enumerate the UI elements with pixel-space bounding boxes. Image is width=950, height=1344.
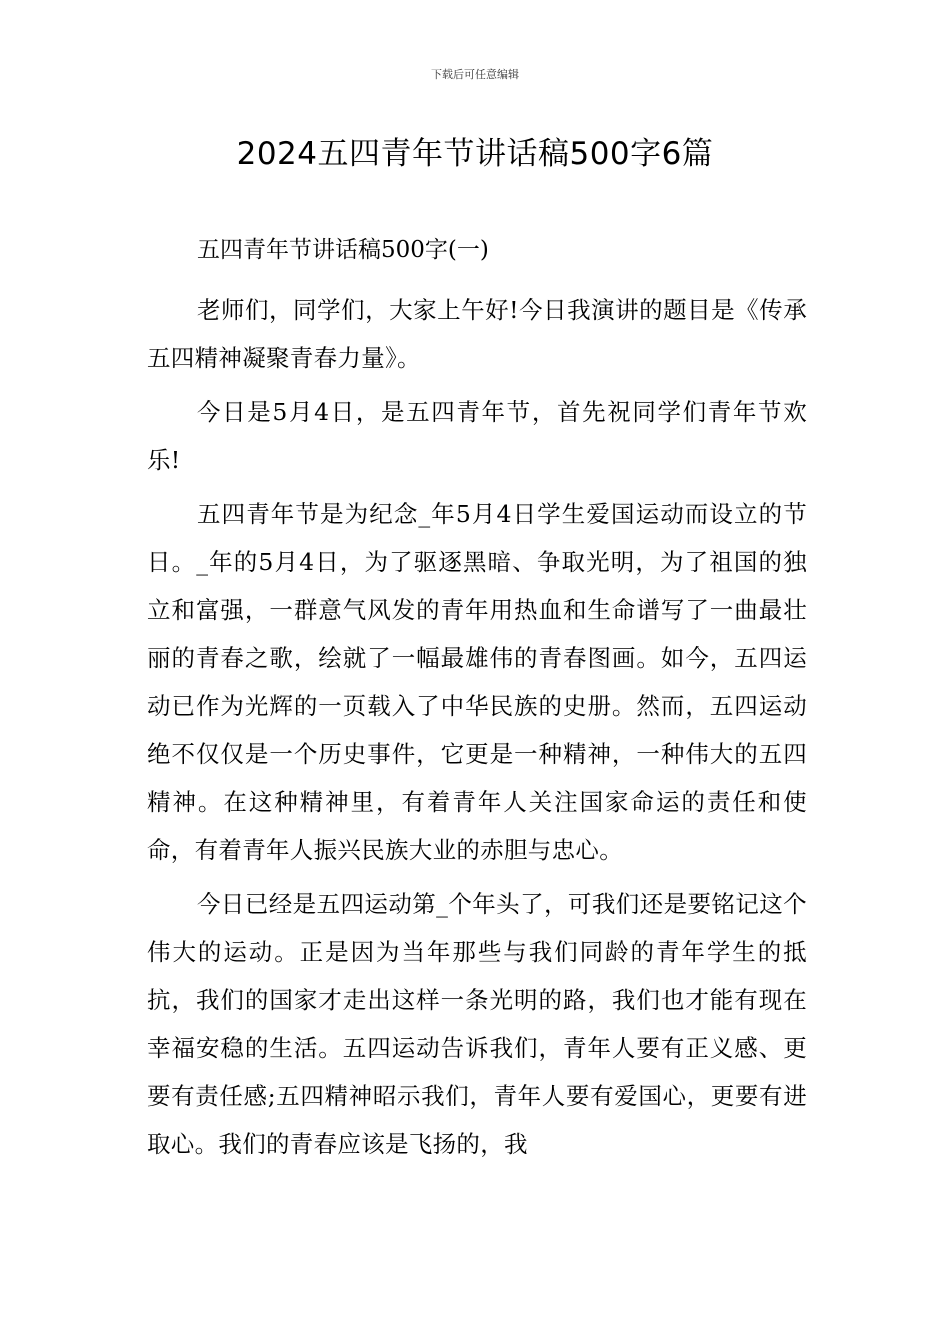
section-subtitle: 五四青年节讲话稿500字(一) [197, 237, 489, 263]
document-body [147, 226, 807, 1168]
paragraph: 五四青年节是为纪念_年5月4日学生爱国运动而设立的节日。_年的5月4日，为了驱逐黑暗、争取光明，为了祖国的独立和富强，一群意气风发的青年用热血和生命谱写了一曲最壮丽的青春之歌，绘就了一幅最雄伟的青春图画。如今，五四运动已作为光辉的一页载入了中华民族的史册。然而，五四运动绝不仅仅是一个历史事件，它更是一种精神，一种伟大的五四精神。在这种精神里，有着青年人关注国家命运的责任和使命，有着青年人振兴民族大业的赤胆与忠心。 [147, 500, 807, 864]
document-title: 2024五四青年节讲话稿500字6篇 [236, 136, 714, 172]
paragraph: 今日已经是五四运动第_个年头了，可我们还是要铭记这个伟大的运动。正是因为当年那些与我们同龄的青年学生的抵抗，我们的国家才走出这样一条光明的路，我们也才能有现在幸福安稳的生活。五四运动告诉我们，青年人要有正义感、更要有责任感;五四精神昭示我们，青年人要有爱国心，更要有进取心。我们的青春应该是飞扬的，我 [147, 890, 807, 1158]
header-note: 下载后可任意编辑 [431, 68, 519, 81]
paragraph: 今日是5月4日，是五四青年节，首先祝同学们青年节欢乐! [147, 398, 807, 474]
paragraph: 老师们，同学们，大家上午好!今日我演讲的题目是《传承五四精神凝聚青春力量》。 [147, 296, 807, 372]
